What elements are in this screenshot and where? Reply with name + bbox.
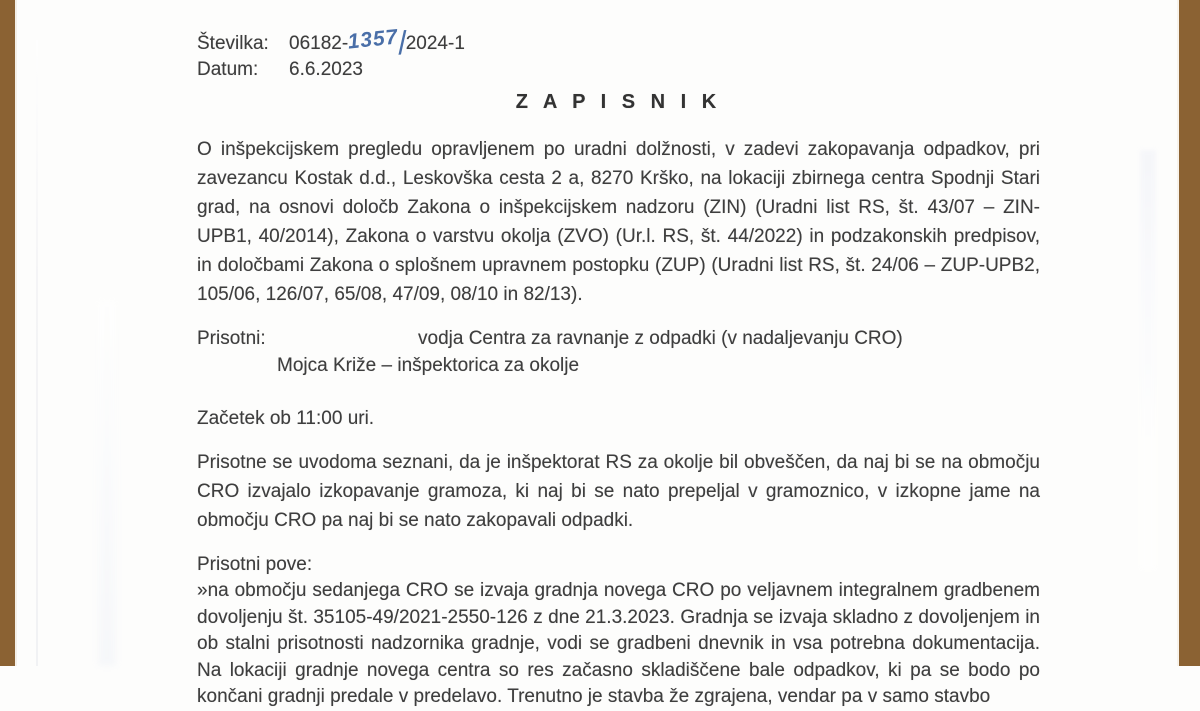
- statement-paragraph: »na območju sedanjega CRO se izvaja gradnja novega CRO po veljavnem integralnem gradbenem dovoljenju št. 35105-49/2021-2550-126 z dne 21.3.2023. Gradnja se izvaja skladno z dovoljenjem in ob stalni prisotnosti nadzornika gradnje, vodi se gradbeni dnevnik in vsa potrebna dokumentacija. Na lokaciji gradnje novega centra so res začasno skladiščene bale odpadkov, ki pa se bodo po končani gradnji predale v predelavo. Trenutno je stavba že zgrajena, vendar pa v samo stavbo: [197, 580, 1040, 707]
- scan-border-left: [0, 0, 17, 666]
- document-content: [197, 0, 1040, 711]
- date-value: 6.6.2023: [289, 59, 363, 80]
- scan-artifact-smudge: [98, 300, 116, 666]
- case-number-line: [197, 25, 1040, 62]
- start-time-line: Začetek ob 11:00 uri.: [197, 408, 375, 429]
- attendees-label: Prisotni:: [197, 328, 266, 349]
- attendees-row: [197, 325, 1040, 352]
- date-line: [197, 57, 1040, 83]
- scan-artifact-line: [36, 40, 38, 666]
- case-number-prefix: 06182-: [289, 33, 349, 54]
- scan-border-right: [1177, 0, 1200, 666]
- statement-label: Prisotni pove:: [197, 554, 313, 575]
- handwritten-case-number: 1357: [346, 25, 400, 54]
- case-number-suffix: 2024-1: [405, 33, 465, 54]
- date-label: Datum:: [197, 59, 259, 80]
- document-title: Z A P I S N I K: [515, 91, 722, 113]
- attendee-role: vodja Centra za ravnanje z odpadki (v nadaljevanju CRO): [418, 328, 903, 349]
- attendee-inspector: Mojca Križe – inšpektorica za okolje: [277, 355, 580, 376]
- notice-paragraph: Prisotne se uvodoma seznani, da je inšpektorat RS za okolje bil obveščen, da naj bi se na območju CRO izvajalo izkopavanje gramoza, ki naj bi se nato prepeljal v gramoznico, v izkopne jame na območju CRO pa naj bi se nato zakopavali odpadki.: [197, 452, 1040, 531]
- attendees-row: [197, 352, 1040, 379]
- scan-artifact-smudge: [1140, 150, 1156, 570]
- attendees-block: [197, 325, 1040, 379]
- handwritten-slash: /: [398, 25, 406, 62]
- intro-paragraph: O inšpekcijskem pregledu opravljenem po uradni dolžnosti, v zadevi zakopavanja odpadkov, pri zavezancu Kostak d.d., Leskovška cesta 2 a, 8270 Krško, na lokaciji zbirnega centra Spodnji Stari grad, na osnovi določb Zakona o inšpekcijskem nadzoru (ZIN) (Uradni list RS, št. 43/07 – ZIN-UPB1, 40/2014), Zakona o varstvu okolja (ZVO) (Ur.l. RS, št. 44/2022) in podzakonskih predpisov, in določbami Zakona o splošnem upravnem postopku (ZUP) (Uradni list RS, št. 24/06 – ZUP-UPB2, 105/06, 126/07, 65/08, 47/09, 08/10 in 82/13).: [197, 139, 1040, 305]
- case-number-label: Številka:: [197, 33, 269, 54]
